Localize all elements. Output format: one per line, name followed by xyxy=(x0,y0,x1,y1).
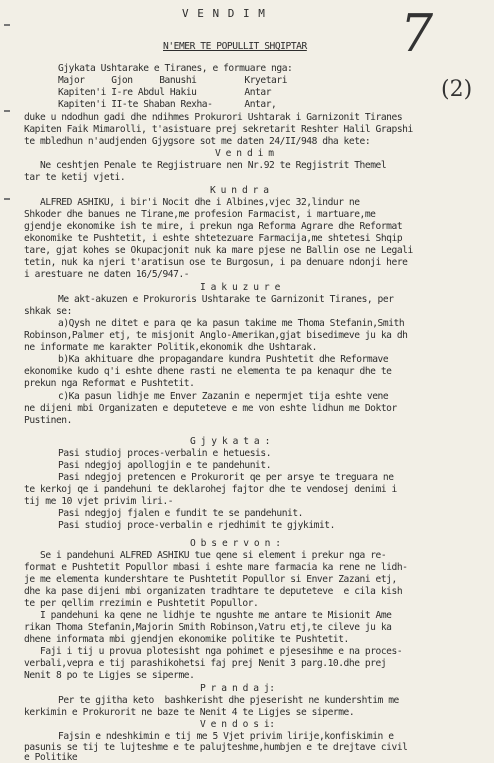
text-line: te per qellim rrezimin e Pushtetit Popullor. xyxy=(24,598,259,609)
text-line: je me elementa kundershtare te Pushtetit Popullor si Enver Zazani etj, xyxy=(24,574,397,585)
document-subtitle: N'EMER TE POPULLIT SHQIPTAR xyxy=(163,41,307,52)
text-line: Pasi ndegjoj fjalen e fundit te se pandehunit. xyxy=(58,508,303,519)
section-heading: V e n d o s i: xyxy=(200,719,275,730)
text-line: prekun nga Reformat e Pushtetit. xyxy=(24,378,195,389)
text-line: Pasi ndegjoj apollogjin e te pandehunit. xyxy=(58,460,272,471)
text-line: Pasi studioj proce-verbalin e rjedhimit te gjykimit. xyxy=(58,520,335,531)
section-heading: O b s e r v o n : xyxy=(190,538,281,549)
text-line: ekonomike kudo q'i eshte dhene rasti ne elementa te pa kenaqur dhe te xyxy=(24,366,392,377)
text-line: ne informate me karakter Politik,ekonomik dhe Ushtarak. xyxy=(24,342,317,353)
text-line: Kapiten'i I-re Abdul Hakiu Antar xyxy=(58,87,272,98)
text-line: e Politike xyxy=(24,752,78,763)
text-line: rikan Thoma Stefanin,Majorin Smith Robinson,Vatru etj,te cileve ju ka xyxy=(24,622,392,633)
text-line: ALFRED ASHIKU, i bir'i Nocit dhe i Albines,vjec 32,lindur ne xyxy=(40,197,360,208)
text-line: Se i pandehuni ALFRED ASHIKU tue qene si element i prekur nga re- xyxy=(40,550,387,561)
text-line: Fajsin e ndeshkimin e tij me 5 Vjet privim lirije,konfiskimin e xyxy=(58,731,394,742)
margin-mark xyxy=(4,198,10,200)
section-heading: I a k u z u r e xyxy=(200,282,280,293)
text-line: Pasi studioj proces-verbalin e hetuesis. xyxy=(58,448,272,459)
text-line: tar te ketij vjeti. xyxy=(24,172,126,183)
text-line: tetin, nuk ka njeri t'aratisun ose te Burgosun, i pa denuare ndonji here xyxy=(24,257,408,268)
text-line: Ne ceshtjen Penale te Regjistruare nen Nr.92 te Regjistrit Themel xyxy=(40,160,387,171)
text-line: verbali,vepra e tij parashikohetsi faj prej Nenit 3 parg.10.dhe prej xyxy=(24,658,387,669)
text-line: a)Qysh ne ditet e para qe ka pasun takime me Thoma Stefanin,Smith xyxy=(58,318,405,329)
text-line: Pustinen. xyxy=(24,415,72,426)
text-line: duke u ndodhun gadi dhe ndihmes Prokurori Ushtarak i Garnizonit Tiranes xyxy=(24,112,403,123)
text-line: Per te gjitha keto bashkerisht dhe pjeserisht ne kundershtim me xyxy=(58,695,399,706)
section-heading: G j y k a t a : xyxy=(190,436,270,447)
text-line: Kapiten Faik Mimarolli, t'asistuare prej sekretarit Reshter Halil Grapshi xyxy=(24,124,413,135)
section-heading: K u n d r a xyxy=(210,185,269,196)
text-line: tare, gjat kohes se Okupacjonit nuk ka mare pjese ne Ballin ose ne Legali xyxy=(24,245,413,256)
text-line: I pandehuni ka qene ne lidhje te ngushte me antare te Misionit Ame xyxy=(40,610,392,621)
text-line: Major Gjon Banushi Kryetari xyxy=(58,75,288,86)
text-line: Faji i tij u provua plotesisht nga pohimet e pjesesihme e na proces- xyxy=(40,646,403,657)
margin-mark xyxy=(4,24,10,26)
text-line: Pasi ndegjoj pretencen e Prokurorit qe per arsye te treguara ne xyxy=(58,472,394,483)
text-line: ne dijeni mbi Organizaten e deputeteve e me von eshte lidhun me Doktor xyxy=(24,403,397,414)
handwritten-number: 7 xyxy=(394,4,439,64)
text-line: i arestuare ne daten 16/5/947.- xyxy=(24,269,190,280)
text-line: ekonomike te Pushtetit, i eshte shtetezuare Farmacija,me shtetesi Shqip xyxy=(24,233,403,244)
text-line: Gjykata Ushtarake e Tiranes, e formuare nga: xyxy=(58,63,293,74)
text-line: tij me 10 vjet privim liri.- xyxy=(24,496,174,507)
text-line: Robinson,Palmer etj, te misjonit Anglo-Amerikan,gjat bisedimeve ju ka dh xyxy=(24,330,408,341)
text-line: b)Ka akhituare dhe propagandare kundra Pushtetit dhe Reformave xyxy=(58,354,389,365)
text-line: gjendje ekonomike ish te mire, i prekun nga Reforma Agrare dhe Reformat xyxy=(24,221,403,232)
margin-mark xyxy=(4,110,10,112)
text-line: te mbledhun n'audjenden Gjygsore sot me daten 24/II/948 dha kete: xyxy=(24,136,371,147)
text-line: Kapiten'i II-te Shaban Rexha- Antar, xyxy=(58,99,277,110)
section-heading: V e n d i m xyxy=(215,148,274,159)
text-line: c)Ka pasun lidhje me Enver Zazanin e nepermjet tija eshte vene xyxy=(58,391,389,402)
text-line: Me akt-akuzen e Prokuroris Ushtarake te Garnizonit Tiranes, per xyxy=(58,294,394,305)
text-line: kerkimin e Prokurorit ne baze te Nenit 4 te Ligjes se siperme. xyxy=(24,707,355,718)
handwritten-page-number: (2) xyxy=(441,77,473,102)
text-line: format e Pushtetit Popullor mbasi i eshte mare farmacia ka rene ne lidh- xyxy=(24,562,408,573)
text-line: Nenit 8 po te Ligjes se siperme. xyxy=(24,670,195,681)
text-line: pasunis se tij te lujteshme e te palujteshme,humbjen e te drejtave civil xyxy=(24,742,408,753)
text-line: shkak se: xyxy=(24,306,72,317)
text-line: dhene informata mbi gjendjen ekonomike politike te Pushtetit. xyxy=(24,634,349,645)
document-title: V E N D I M xyxy=(182,7,266,20)
section-heading: P r a n d a j: xyxy=(200,683,275,694)
text-line: Shkoder dhe banues ne Tirane,me profesion Farmacist, i martuare,me xyxy=(24,209,376,220)
text-line: dhe ka pase dijeni mbi organizaten tradhtare te deputeteve e cila kish xyxy=(24,586,403,597)
text-line: te kerkoj qe i pandehuni te deklarohej fajtor dhe te vendosej denimi i xyxy=(24,484,397,495)
